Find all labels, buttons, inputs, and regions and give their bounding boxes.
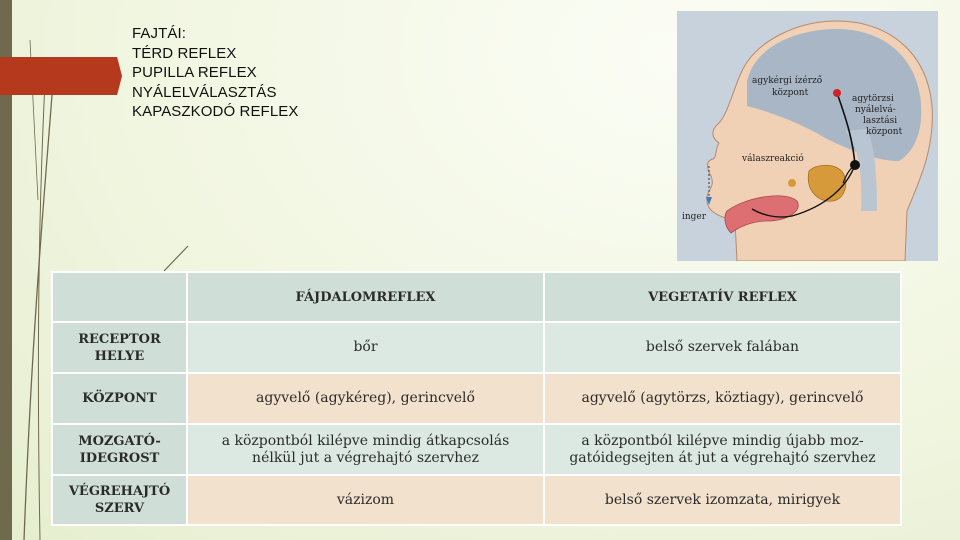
list-item: FAJTÁI:	[132, 25, 187, 42]
list-item: TÉRD REFLEX	[132, 44, 237, 62]
label-brainstem-3: lasztási	[863, 116, 898, 126]
label-stimulus: inger	[682, 212, 707, 222]
brainstem-center-dot	[850, 160, 860, 170]
red-arrow-tab	[0, 57, 122, 95]
label-brainstem-1: agytörzsi	[852, 94, 894, 104]
row-label: MOZGATÓ- IDEGROST	[52, 424, 187, 475]
cell-pain: a központból kilépve mindig átkapcsolás nélkül jut a végrehajtó szervhez	[187, 424, 544, 475]
list-item: KAPASZKODÓ REFLEX	[132, 103, 299, 120]
row-label: KÖZPONT	[52, 373, 187, 424]
table-row	[52, 322, 901, 373]
label-cortex-2: központ	[772, 88, 809, 98]
list-item: NYÁLELVÁLASZTÁS	[132, 83, 277, 101]
column-header-pain: FÁJDALOMREFLEX	[187, 272, 544, 322]
salivation-reflex-diagram	[677, 11, 938, 261]
label-cortex-1: agykérgi ízérző	[752, 76, 823, 86]
cell-vegetative: agyvelő (agytörzs, köztiagy), gerincvelő	[544, 373, 901, 424]
cortex-center-dot	[833, 89, 841, 97]
table-header-row	[52, 272, 901, 322]
column-header-vegetative: VEGETATÍV REFLEX	[544, 272, 901, 322]
reflex-comparison-table	[51, 271, 902, 526]
row-label: RECEPTOR HELYE	[52, 322, 187, 373]
cell-pain: agyvelő (agykéreg), gerincvelő	[187, 373, 544, 424]
table-row	[52, 373, 901, 424]
cell-pain: vázizom	[187, 475, 544, 525]
label-brainstem-2: nyálelvá-	[855, 105, 896, 115]
list-item: PUPILLA REFLEX	[132, 64, 257, 81]
table-row	[52, 475, 901, 525]
cell-pain: bőr	[187, 322, 544, 373]
cell-vegetative: belső szervek izomzata, mirigyek	[544, 475, 901, 525]
cell-vegetative: belső szervek falában	[544, 322, 901, 373]
reflex-type-list	[132, 24, 298, 122]
table-row	[52, 424, 901, 475]
cell-vegetative: a központból kilépve mindig újabb moz- gatóidegsejten át jut a végrehajtó szervhez	[544, 424, 901, 475]
head-illustration	[677, 11, 938, 261]
table-corner-cell	[52, 272, 187, 322]
label-brainstem-4: központ	[866, 127, 903, 137]
label-response: válaszreakció	[742, 154, 804, 164]
row-label: VÉGREHAJTÓ SZERV	[52, 475, 187, 525]
